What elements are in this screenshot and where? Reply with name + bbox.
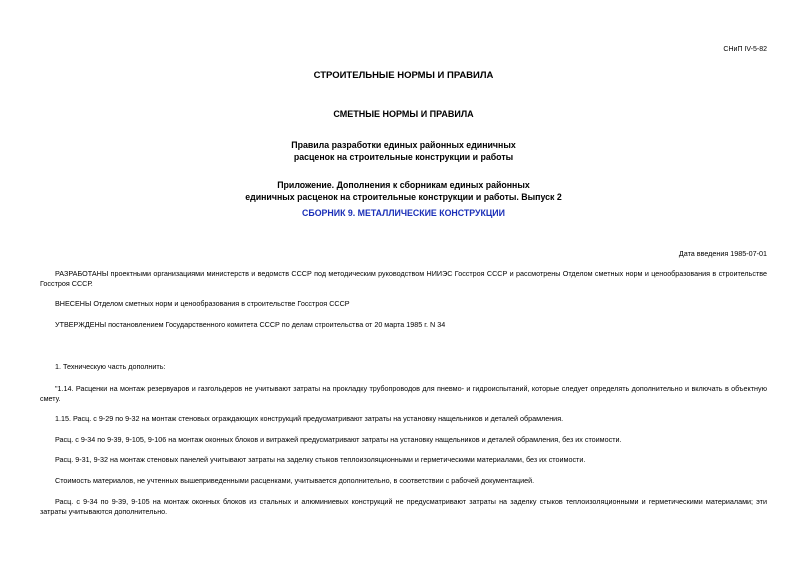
paragraph-item-1-15: 1.15. Расц. с 9-29 по 9-32 на монтаж стеновых ограждающих конструкций предусматривают затраты на установку нащельников и деталей обрамления.: [55, 414, 564, 423]
paragraph-rate-steel-aluminium: Расц. с 9-34 по 9-39, 9-105 на монтаж оконных блоков из стальных и алюминиевых конструкций не предусматривают затраты на заделку стыков теплоизоляционными и герметическими материалами; эти затраты учитываются дополнительно.: [40, 497, 767, 516]
appendix-title: [0, 179, 807, 203]
paragraph-item-1: 1. Техническую часть дополнить:: [55, 362, 166, 371]
paragraph-rate-wall-panels: Расц. 9-31, 9-32 на монтаж стеновых панелей учитывают затраты на заделку стыков теплоизоляционными и герметическими материалами, без их стоимости.: [55, 455, 586, 464]
paragraph-approved: УТВЕРЖДЕНЫ постановлением Государственного комитета СССР по делам строительства от 20 марта 1985 г. N 34: [55, 320, 446, 329]
paragraph-item-1-14: "1.14. Расценки на монтаж резервуаров и газгольдеров не учитывают затраты на прокладку трубопроводов для пневмо- и гидроиспытаний, которые следует определять дополнительно и включать в объектную смету.: [40, 384, 767, 403]
appendix-title-line2: единичных расценок на строительные конструкции и работы. Выпуск 2: [245, 192, 562, 202]
rules-title-line1: Правила разработки единых районных единичных: [291, 140, 516, 150]
paragraph-materials-cost: Стоимость материалов, не учтенных вышеприведенными расценками, учитывается дополнительно, в соответствии с рабочей документацией.: [55, 476, 535, 485]
paragraph-developed: РАЗРАБОТАНЫ проектными организациями министерств и ведомств СССР под методическим руководством НИИЭС Госстроя СССР и рассмотрены Отделом сметных норм и ценообразования в строительстве Госстроя СССР.: [40, 269, 767, 288]
collection-title: СБОРНИК 9. МЕТАЛЛИЧЕСКИЕ КОНСТРУКЦИИ: [302, 208, 505, 218]
appendix-title-line1: Приложение. Дополнения к сборникам единых районных: [277, 180, 530, 190]
paragraph-rate-window-blocks: Расц. с 9-34 по 9-39, 9-105, 9-106 на монтаж оконных блоков и витражей предусматривают затраты на установку нащельников и деталей обрамления, без их стоимости.: [55, 435, 622, 444]
main-title: СТРОИТЕЛЬНЫЕ НОРМЫ И ПРАВИЛА: [313, 70, 494, 81]
paragraph-introduced: ВНЕСЕНЫ Отделом сметных норм и ценообразования в строительстве Госстроя СССР: [55, 299, 350, 308]
document-code: СНиП IV-5-82: [723, 46, 767, 53]
intro-date: Дата введения 1985-07-01: [678, 249, 767, 258]
rules-title: [0, 139, 807, 163]
rules-title-line2: расценок на строительные конструкции и работы: [293, 152, 514, 162]
sub-title: СМЕТНЫЕ НОРМЫ И ПРАВИЛА: [333, 109, 474, 119]
